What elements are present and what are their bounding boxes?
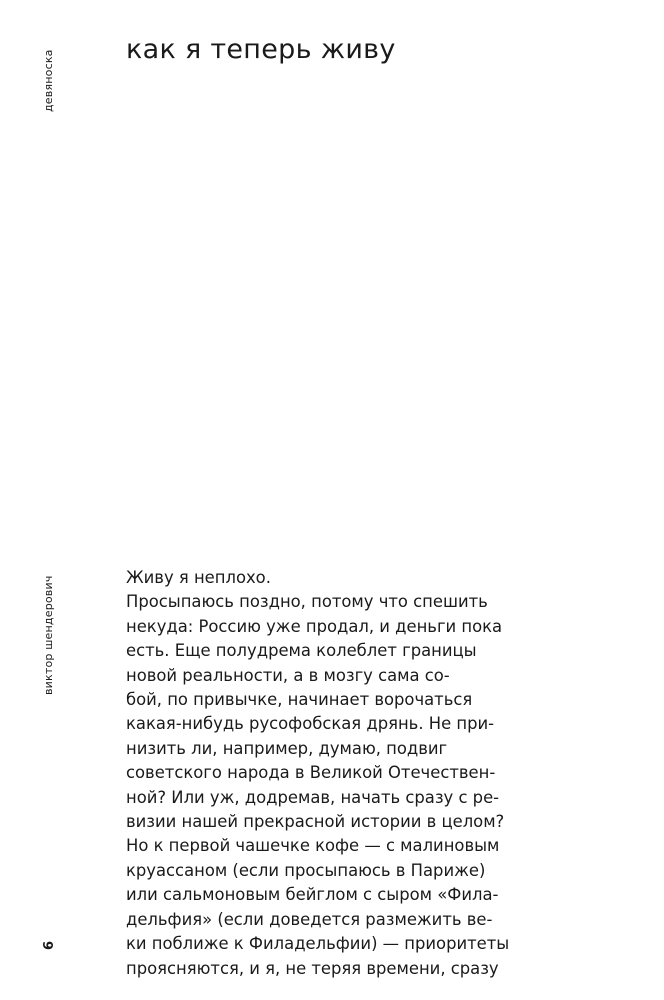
body-line: бой, по привычке, начинает ворочаться xyxy=(126,690,473,710)
body-line: круассаном (если просыпаюсь в Париже) xyxy=(126,860,486,880)
body-line: низить ли, например, думаю, подвиг xyxy=(126,738,448,758)
article-title: как я теперь живу xyxy=(126,34,396,65)
running-header-magazine: девяноска xyxy=(42,49,55,112)
body-line: визии нашей прекрасной истории в целом? xyxy=(126,812,505,832)
body-line: ной? Или уж, додремав, начать сразу с ре- xyxy=(126,787,500,807)
body-line: Живу я неплохо. xyxy=(126,568,271,587)
body-line: ки поближе к Филадельфии) — приоритеты xyxy=(126,934,510,954)
body-line: Но к первой чашечке кофе — с малиновым xyxy=(126,836,500,856)
body-line: есть. Еще полудрема колеблет границы xyxy=(126,641,477,661)
body-line: дельфия» (если доведется размежить ве- xyxy=(126,909,493,929)
body-line: советского народа в Великой Отечествен- xyxy=(126,763,496,783)
body-line: Просыпаюсь поздно, потому что спешить xyxy=(126,592,488,612)
page-number: 6 xyxy=(42,940,57,950)
body-line: или сальмоновым бейглом с сыром «Фила- xyxy=(126,885,499,905)
body-line: некуда: Россию уже продал, и деньги пока xyxy=(126,616,503,636)
body-line: какая-нибудь русофобская дрянь. Не при- xyxy=(126,714,495,734)
body-line: новой реальности, а в мозгу сама со- xyxy=(126,665,450,685)
running-header-author: виктор шендерович xyxy=(42,575,55,695)
body-line: проясняются, и я, не теряя времени, сразу xyxy=(126,958,499,978)
article-body xyxy=(126,566,566,981)
